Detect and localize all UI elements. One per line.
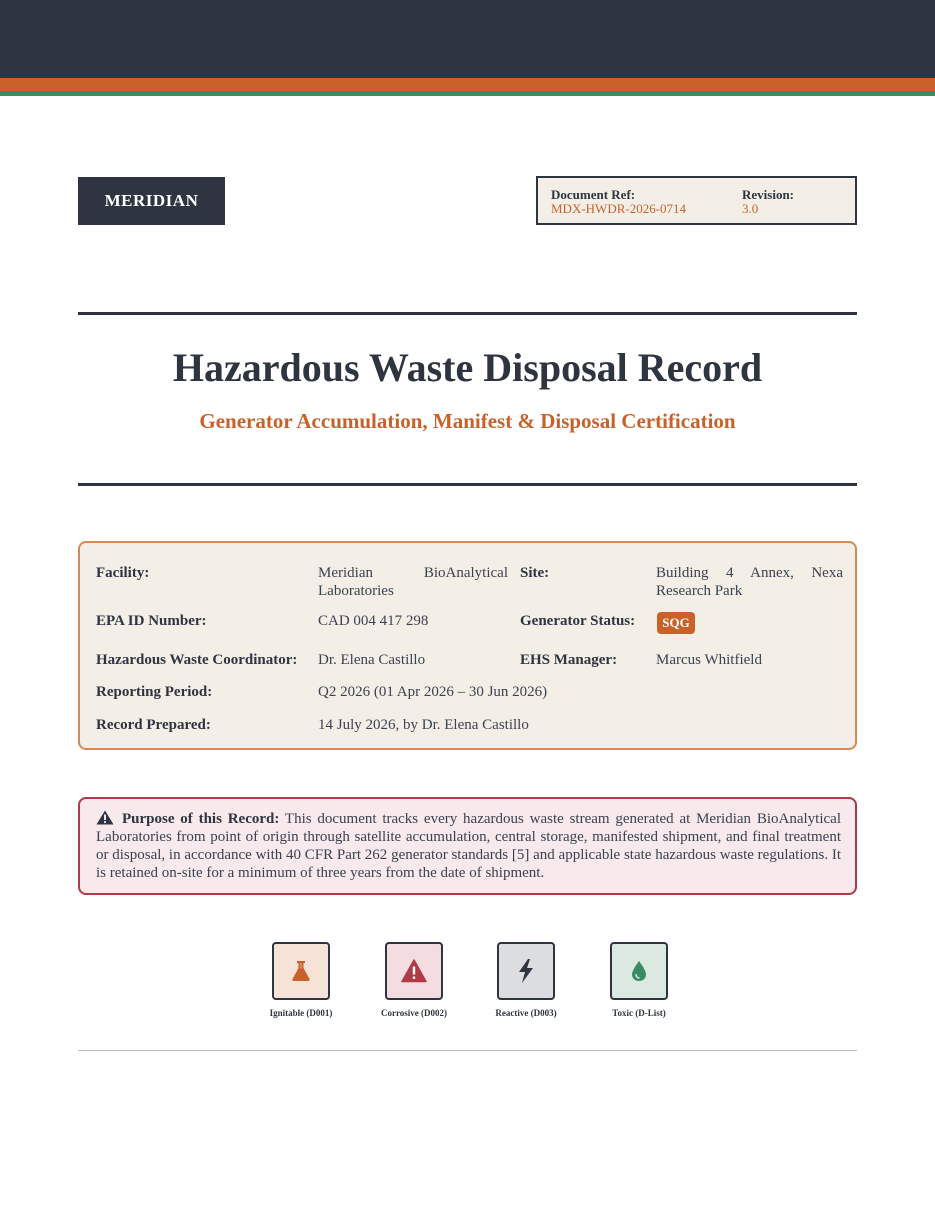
facility-value: Meridian BioAnalytical Laboratories: [318, 565, 508, 599]
page-title: Hazardous Waste Disposal Record: [172, 345, 763, 390]
epa-id-label: EPA ID Number:: [96, 613, 207, 629]
warning-icon: [401, 959, 427, 983]
hazard-reactive-label: Reactive (D003): [495, 1008, 557, 1018]
ehs-manager-value: Marcus Whitfield: [656, 652, 762, 668]
purpose-body: This document tracks every hazardous waste stream generated at Meridian BioAnalytical Laboratories from point of origin through satellite accumulation, central storage, manifested shipment, and final treatment or disposal, in accordance with 40 CFR Part 262 generator standards [5] and applicable state hazardous waste regulations. It is retained on-site for a minimum of three years from the date of shipment.: [96, 811, 841, 881]
header-bar: [0, 0, 935, 78]
lightning-icon: [517, 959, 535, 983]
title-rule-bottom: [78, 483, 857, 486]
header-stripe-green: [0, 91, 935, 96]
epa-id-value: CAD 004 417 298: [318, 613, 429, 629]
revision-value: 3.0: [742, 201, 759, 216]
site-label: Site:: [520, 565, 550, 581]
purpose-paragraph: [96, 810, 841, 882]
footer-divider: [78, 1050, 857, 1051]
purpose-title: Purpose of this Record:: [122, 811, 280, 827]
page-subtitle: Generator Accumulation, Manifest & Disposal Certification: [199, 409, 736, 433]
doc-ref-value: MDX-HWDR-2026-0714: [551, 201, 687, 216]
reporting-period-value: Q2 2026 (01 Apr 2026 – 30 Jun 2026): [318, 684, 548, 700]
facility-label: Facility:: [96, 565, 150, 581]
purpose-callout: [78, 797, 857, 895]
generator-status-badge: SQG: [657, 612, 695, 634]
coordinator-label: Hazardous Waste Coordinator:: [96, 652, 298, 668]
doc-ref-label: Document Ref:: [551, 187, 636, 202]
record-prepared-label: Record Prepared:: [96, 717, 211, 733]
hazard-toxic: [610, 942, 668, 1000]
reporting-period-label: Reporting Period:: [96, 684, 213, 700]
document-reference-box: [536, 176, 857, 225]
warning-triangle-icon: [96, 810, 114, 825]
hazard-ignitable: [272, 942, 330, 1000]
hazard-reactive: [497, 942, 555, 1000]
hazard-corrosive: [385, 942, 443, 1000]
site-value: Building 4 Annex, Nexa Research Park: [656, 565, 843, 599]
title-rule-top: [78, 312, 857, 315]
droplet-icon: [631, 960, 647, 982]
hazard-corrosive-label: Corrosive (D002): [380, 1008, 448, 1018]
hazard-toxic-label: Toxic (D-List): [612, 1008, 666, 1018]
record-prepared-value: 14 July 2026, by Dr. Elena Castillo: [318, 717, 529, 733]
company-logo: MERIDIAN: [78, 177, 225, 225]
coordinator-value: Dr. Elena Castillo: [318, 652, 426, 668]
ehs-manager-label: EHS Manager:: [520, 652, 618, 668]
header-stripe-orange: [0, 78, 935, 91]
flask-icon: [290, 960, 312, 982]
hazard-ignitable-label: Ignitable (D001): [269, 1008, 333, 1018]
revision-label: Revision:: [742, 187, 794, 202]
generator-status-label: Generator Status:: [520, 613, 636, 629]
facility-info-panel: [78, 541, 857, 750]
